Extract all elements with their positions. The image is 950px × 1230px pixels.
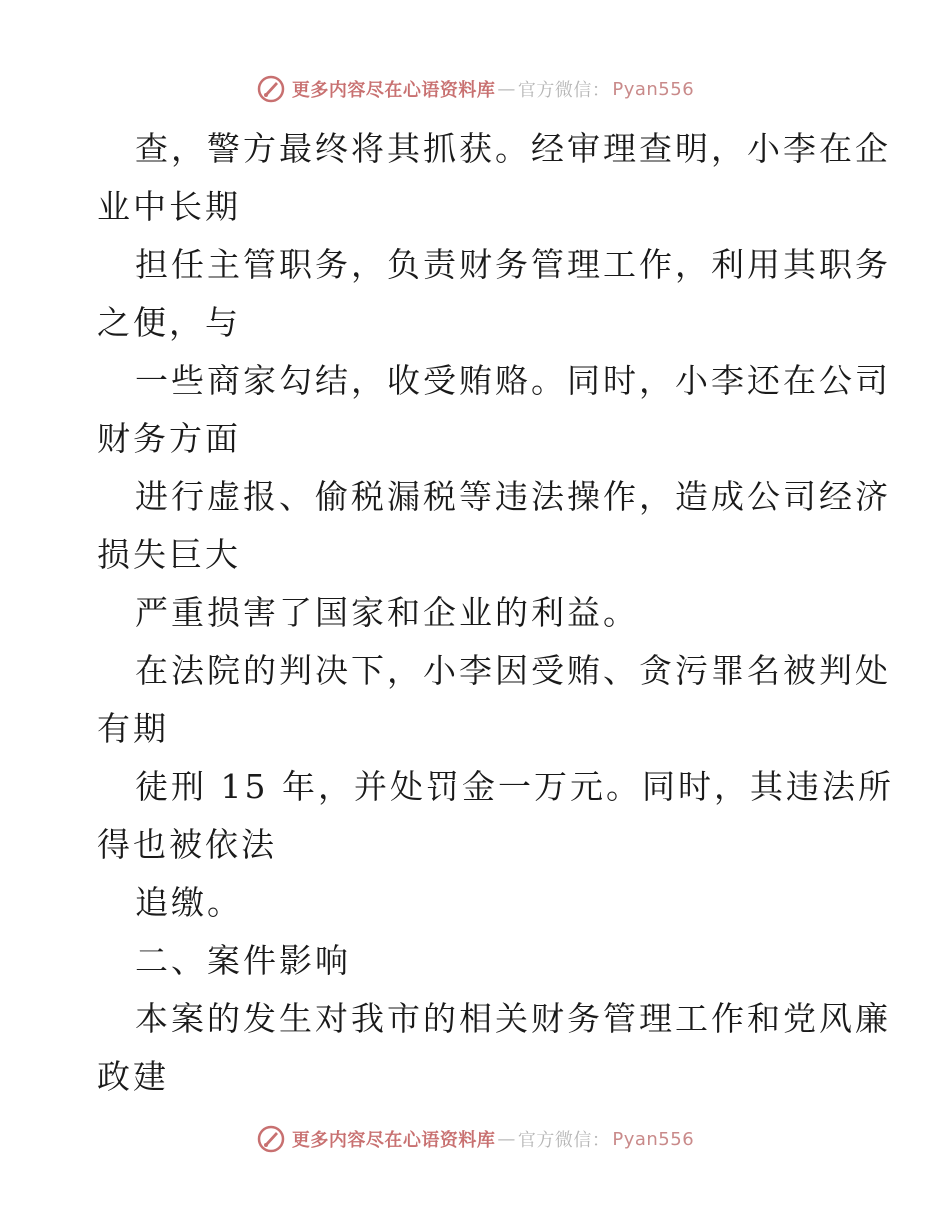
- watermark-contact-label: 官方微信：: [517, 80, 611, 101]
- text-line: 损失巨大: [97, 535, 241, 574]
- watermark-title: 更多内容尽在心语资料库: [291, 80, 496, 101]
- text-line: 进行虚报、偷税漏税等违法操作，造成公司经济: [135, 477, 891, 516]
- watermark-contact-id: Pyan556: [612, 78, 695, 100]
- text-line: 财务方面: [97, 419, 241, 458]
- document-body: [97, 120, 894, 1106]
- text-line: 担任主管职务，负责财务管理工作，利用其职务: [135, 245, 891, 284]
- text-line: 一些商家勾结，收受贿赂。同时，小李还在公司: [135, 361, 891, 400]
- text-line: 在法院的判决下，小李因受贿、贪污罪名被判处: [135, 651, 891, 690]
- watermark-contact-id: Pyan556: [612, 1128, 695, 1150]
- watermark-header: [0, 74, 950, 104]
- watermark-contact-label: 官方微信：: [517, 1130, 611, 1151]
- text-line: 有期: [97, 709, 169, 748]
- logo-icon: [256, 1124, 286, 1154]
- text-line: 追缴。: [135, 883, 243, 922]
- watermark-separator: —: [497, 78, 516, 100]
- text-line: 业中长期: [97, 187, 241, 226]
- text-line: 得也被依法: [97, 825, 277, 864]
- watermark-separator: —: [497, 1128, 516, 1150]
- watermark-footer: [0, 1124, 950, 1154]
- section-heading: 二、案件影响: [135, 941, 351, 980]
- logo-icon: [256, 74, 286, 104]
- text-line: 查，警方最终将其抓获。经审理查明，小李在企: [135, 129, 891, 168]
- text-line: 之便，与: [97, 303, 241, 342]
- watermark-title: 更多内容尽在心语资料库: [291, 1130, 496, 1151]
- text-line: 本案的发生对我市的相关财务管理工作和党风廉: [135, 999, 891, 1038]
- text-line: 严重损害了国家和企业的利益。: [135, 593, 639, 632]
- text-line: 徒刑 15 年，并处罚金一万元。同时，其违法所: [135, 767, 894, 806]
- text-line: 政建: [97, 1057, 169, 1096]
